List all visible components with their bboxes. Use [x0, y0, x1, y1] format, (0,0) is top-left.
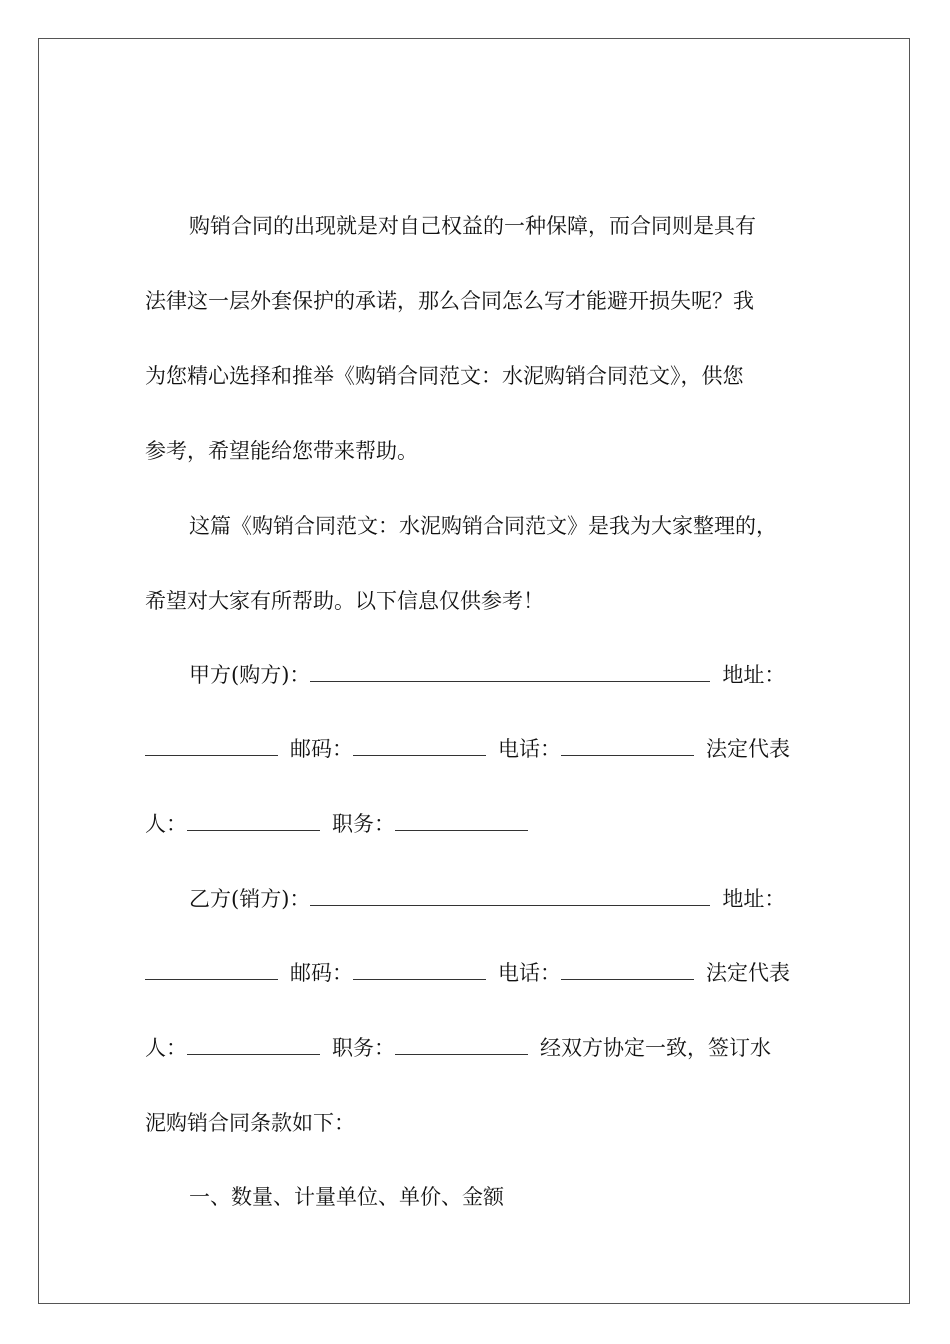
- party-b-line-2: [145, 959, 790, 987]
- intro-line-3: 为您精心选择和推举《购销合同范文：水泥购销合同范文》，供您: [145, 364, 744, 388]
- party-b-phone-label: 电话：: [498, 961, 561, 985]
- party-a-rep-label-cont: 人：: [145, 812, 187, 836]
- party-a-name-blank: [310, 661, 710, 682]
- agreement-text-cont: 泥购销合同条款如下：: [145, 1111, 355, 1135]
- party-a-line-2: [145, 735, 790, 763]
- party-a-rep-blank: [187, 810, 320, 831]
- party-b-address-blank: [145, 959, 278, 980]
- party-a-label: 甲方(购方)：: [189, 663, 311, 687]
- party-b-position-blank: [395, 1034, 528, 1055]
- party-b-address-label: 地址：: [722, 887, 786, 911]
- party-a-position-blank: [395, 810, 528, 831]
- party-a-position-label: 职务：: [332, 812, 395, 836]
- agreement-text: 经双方协定一致，签订水: [540, 1036, 771, 1060]
- party-a-postcode-blank: [353, 735, 486, 756]
- section-1-heading: 一、数量、计量单位、单价、金额: [189, 1185, 504, 1209]
- party-b-position-label: 职务：: [332, 1036, 395, 1060]
- party-b-name-blank: [310, 885, 710, 906]
- intro-line-4: 参考，希望能给您带来帮助。: [145, 439, 418, 463]
- party-b-line-1: [189, 885, 785, 913]
- intro-line-2: 法律这一层外套保护的承诺，那么合同怎么写才能避开损失呢？我: [145, 289, 754, 313]
- party-a-line-3: [145, 810, 528, 838]
- intro-line-1: 购销合同的出现就是对自己权益的一种保障，而合同则是具有: [189, 214, 756, 238]
- party-b-rep-label: 法定代表: [706, 961, 790, 985]
- party-b-rep-label-cont: 人：: [145, 1036, 187, 1060]
- party-a-postcode-label: 邮码：: [290, 737, 353, 761]
- party-b-label: 乙方(销方)：: [189, 887, 311, 911]
- party-b-postcode-label: 邮码：: [290, 961, 353, 985]
- party-a-line-1: [189, 661, 785, 689]
- note-line-1: 这篇《购销合同范文：水泥购销合同范文》是我为大家整理的，: [189, 514, 777, 538]
- party-b-postcode-blank: [353, 959, 486, 980]
- party-b-line-3: [145, 1034, 771, 1062]
- note-line-2: 希望对大家有所帮助。以下信息仅供参考！: [145, 589, 544, 613]
- party-b-phone-blank: [561, 959, 694, 980]
- party-b-rep-blank: [187, 1034, 320, 1055]
- party-a-address-blank: [145, 735, 278, 756]
- party-a-address-label: 地址：: [722, 663, 786, 687]
- party-a-rep-label: 法定代表: [706, 737, 790, 761]
- party-a-phone-blank: [561, 735, 694, 756]
- party-a-phone-label: 电话：: [498, 737, 561, 761]
